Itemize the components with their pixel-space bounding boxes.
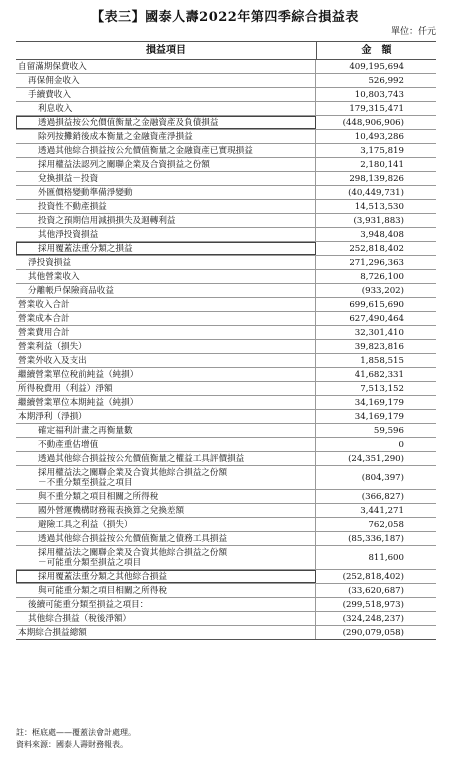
row-label-text: 其他淨投資損益 xyxy=(38,230,99,240)
table-row xyxy=(16,284,436,298)
row-label-text: 透過其他綜合損益按公允價值衡量之金融資產已實現損益 xyxy=(38,146,253,156)
row-label-text: 營業費用合計 xyxy=(18,328,70,338)
row-amount: 10,803,743 xyxy=(354,89,404,100)
row-label-text: 再保佣金收入 xyxy=(28,76,80,86)
row-amount: 7,513,152 xyxy=(360,383,404,394)
row-amount: (290,079,058) xyxy=(342,627,404,638)
row-label xyxy=(16,598,316,611)
row-label-text: 確定福利計畫之再衡量數 xyxy=(38,426,133,436)
row-amount: 3,175,819 xyxy=(360,145,404,156)
footnote: 註：框底處——覆蓋法會計處理。 xyxy=(16,728,136,737)
row-label xyxy=(16,546,316,569)
row-label xyxy=(16,172,316,185)
table-row xyxy=(16,102,436,116)
row-label xyxy=(16,130,316,143)
row-label-text: 後續可能重分類至損益之項目： xyxy=(28,600,149,610)
row-label xyxy=(16,186,316,199)
row-amount: (299,518,973) xyxy=(342,599,404,610)
table-row xyxy=(16,424,436,438)
table-row xyxy=(16,256,436,270)
row-label xyxy=(16,626,316,639)
row-label xyxy=(16,466,316,489)
row-amount: 811,600 xyxy=(368,552,404,563)
table-row xyxy=(16,626,436,639)
row-amount: 627,490,464 xyxy=(349,313,404,324)
table-row xyxy=(16,298,436,312)
row-amount: 8,726,100 xyxy=(360,271,404,282)
row-amount: 3,948,408 xyxy=(360,229,404,240)
row-label-text: 營業成本合計 xyxy=(18,314,70,324)
table-row xyxy=(16,228,436,242)
row-label xyxy=(16,214,316,227)
row-label xyxy=(16,284,316,297)
table-row xyxy=(16,158,436,172)
row-label xyxy=(16,158,316,171)
table-row xyxy=(16,144,436,158)
row-label xyxy=(16,410,316,423)
row-amount: (933,202) xyxy=(361,285,404,296)
row-label-text: 採用權益法之關聯企業及合資其他綜合損益之份額 －可能重分類至損益之項目 xyxy=(38,548,228,568)
row-label xyxy=(16,368,316,381)
row-label xyxy=(16,102,316,115)
row-amount: 298,139,826 xyxy=(349,173,404,184)
row-amount: 699,615,690 xyxy=(349,299,404,310)
table-row xyxy=(16,172,436,186)
row-amount: 526,992 xyxy=(368,75,404,86)
row-amount: 179,315,471 xyxy=(349,103,404,114)
row-amount: 34,169,179 xyxy=(354,397,404,408)
row-amount: (24,351,290) xyxy=(348,453,404,464)
table-row xyxy=(16,340,436,354)
row-label xyxy=(16,438,316,451)
row-label xyxy=(16,382,316,395)
table-row xyxy=(16,584,436,598)
row-amount: 271,296,363 xyxy=(349,257,404,268)
row-label-text: 營業收入合計 xyxy=(18,300,70,310)
row-label-text: 採用權益法認列之關聯企業及合資損益之份額 xyxy=(38,160,210,170)
table-row xyxy=(16,214,436,228)
row-amount: 1,858,515 xyxy=(360,355,404,366)
row-amount: 10,493,286 xyxy=(354,131,404,142)
row-label xyxy=(16,256,316,269)
row-label xyxy=(16,424,316,437)
row-amount: 409,195,694 xyxy=(349,61,404,72)
table-row xyxy=(16,200,436,214)
row-amount: 41,682,331 xyxy=(354,369,404,380)
table-row xyxy=(16,88,436,102)
header-item: 損益項目 xyxy=(16,42,317,59)
row-label-text: 所得稅費用（利益）淨額 xyxy=(18,384,113,394)
row-label xyxy=(16,340,316,353)
row-amount: (804,397) xyxy=(361,472,404,483)
row-label xyxy=(16,116,316,129)
table-row xyxy=(16,312,436,326)
row-label xyxy=(16,504,316,517)
unit-label: 單位：仟元 xyxy=(390,27,436,37)
row-label-text: 與可能重分類之項目相關之所得稅 xyxy=(38,586,167,596)
row-label xyxy=(16,326,316,339)
row-amount: (33,620,687) xyxy=(348,585,404,596)
row-label xyxy=(16,396,316,409)
table-row xyxy=(16,452,436,466)
row-label xyxy=(16,354,316,367)
row-label-text: 自留滿期保費收入 xyxy=(18,62,87,72)
table-row xyxy=(16,368,436,382)
table-row xyxy=(16,60,436,74)
row-label-text: 營業外收入及支出 xyxy=(18,356,87,366)
row-label-text: 利息收入 xyxy=(38,104,73,114)
row-label-text: 其他綜合損益（稅後淨額） xyxy=(28,614,132,624)
row-amount: (252,818,402) xyxy=(342,571,404,582)
row-label-text: 國外營運機構財務報表換算之兌換差額 xyxy=(38,506,185,516)
table-header xyxy=(16,42,436,60)
row-label xyxy=(16,532,316,545)
row-label xyxy=(16,228,316,241)
row-label-text: 本期綜合損益總額 xyxy=(18,628,87,638)
table-row xyxy=(16,130,436,144)
table-row xyxy=(16,354,436,368)
row-amount: 39,823,816 xyxy=(354,341,404,352)
table-row xyxy=(16,490,436,504)
table-row xyxy=(16,242,436,256)
table-row xyxy=(16,396,436,410)
footnote: 資料來源：國泰人壽財務報表。 xyxy=(16,740,128,749)
row-label-text: 外匯價格變動準備淨變動 xyxy=(38,188,133,198)
page-title: 【表三】國泰人壽2022年第四季綜合損益表 xyxy=(91,10,359,25)
row-amount: 34,169,179 xyxy=(354,411,404,422)
row-label xyxy=(16,74,316,87)
row-amount: 0 xyxy=(398,439,404,450)
row-label xyxy=(16,88,316,101)
row-label-text: 除列按攤銷後成本衡量之金融資產淨損益 xyxy=(38,132,193,142)
table-row xyxy=(16,532,436,546)
row-amount: (85,336,187) xyxy=(348,533,404,544)
row-label-text: 投資之預期信用減損損失及迴轉利益 xyxy=(38,216,176,226)
row-amount: (366,827) xyxy=(361,491,404,502)
row-label xyxy=(16,452,316,465)
table-row xyxy=(16,518,436,532)
row-label-text: 採用權益法之關聯企業及合資其他綜合損益之份額 －不重分類至損益之項目 xyxy=(38,468,228,488)
row-label-text: 採用覆蓋法重分類之其他綜合損益 xyxy=(38,572,167,582)
row-amount: 14,513,530 xyxy=(354,201,404,212)
table-row xyxy=(16,410,436,424)
row-label xyxy=(16,242,316,255)
table-row xyxy=(16,504,436,518)
row-amount: 59,596 xyxy=(373,425,404,436)
row-amount: (3,931,883) xyxy=(353,215,404,226)
row-label xyxy=(16,312,316,325)
footnotes xyxy=(16,727,136,751)
table-row xyxy=(16,116,436,130)
row-label xyxy=(16,298,316,311)
row-label xyxy=(16,270,316,283)
table-row xyxy=(16,74,436,88)
row-label-text: 不動產重估增值 xyxy=(38,440,99,450)
row-label-text: 繼續營業單位本期純益（純損） xyxy=(18,398,139,408)
row-label xyxy=(16,144,316,157)
row-label xyxy=(16,584,316,597)
row-label-text: 手續費收入 xyxy=(28,90,71,100)
row-label xyxy=(16,570,316,583)
table-row xyxy=(16,598,436,612)
table-row xyxy=(16,186,436,200)
row-label-text: 投資性不動產損益 xyxy=(38,202,107,212)
row-label-text: 營業利益（損失） xyxy=(18,342,87,352)
table-row xyxy=(16,438,436,452)
row-amount: 762,058 xyxy=(368,519,404,530)
table-row xyxy=(16,570,436,584)
row-label-text: 透過損益按公允價值衡量之金融資產及負債損益 xyxy=(38,118,219,128)
header-amount: 金 額 xyxy=(361,45,392,56)
row-label xyxy=(16,60,316,73)
row-amount: 252,818,402 xyxy=(349,243,404,254)
row-amount: (448,906,906) xyxy=(342,117,404,128)
row-amount: 3,441,271 xyxy=(360,505,404,516)
row-amount: 32,301,410 xyxy=(354,327,404,338)
row-label-text: 透過其他綜合損益按公允價值衡量之債務工具損益 xyxy=(38,534,228,544)
table-row xyxy=(16,382,436,396)
table-body xyxy=(16,60,436,639)
row-label-text: 採用覆蓋法重分類之損益 xyxy=(38,244,133,254)
row-label xyxy=(16,518,316,531)
table-row xyxy=(16,466,436,490)
row-label-text: 避險工具之利益（損失） xyxy=(38,520,133,530)
row-label xyxy=(16,200,316,213)
row-label-text: 透過其他綜合損益按公允價值衡量之權益工具評價損益 xyxy=(38,454,245,464)
row-amount: 2,180,141 xyxy=(360,159,404,170)
table-row xyxy=(16,326,436,340)
row-label-text: 繼續營業單位稅前純益（純損） xyxy=(18,370,139,380)
row-label xyxy=(16,612,316,625)
income-statement-table xyxy=(16,41,436,640)
row-label-text: 分離帳戶保險商品收益 xyxy=(28,286,114,296)
row-amount: (324,248,237) xyxy=(342,613,404,624)
row-label-text: 其他營業收入 xyxy=(28,272,80,282)
row-label-text: 與不重分類之項目相關之所得稅 xyxy=(38,492,159,502)
table-row xyxy=(16,270,436,284)
table-row xyxy=(16,546,436,570)
table-row xyxy=(16,612,436,626)
row-label-text: 淨投資損益 xyxy=(28,258,71,268)
row-amount: (40,449,731) xyxy=(348,187,404,198)
row-label-text: 本期淨利（淨損） xyxy=(18,412,87,422)
row-label xyxy=(16,490,316,503)
row-label-text: 兌換損益－投資 xyxy=(38,174,99,184)
